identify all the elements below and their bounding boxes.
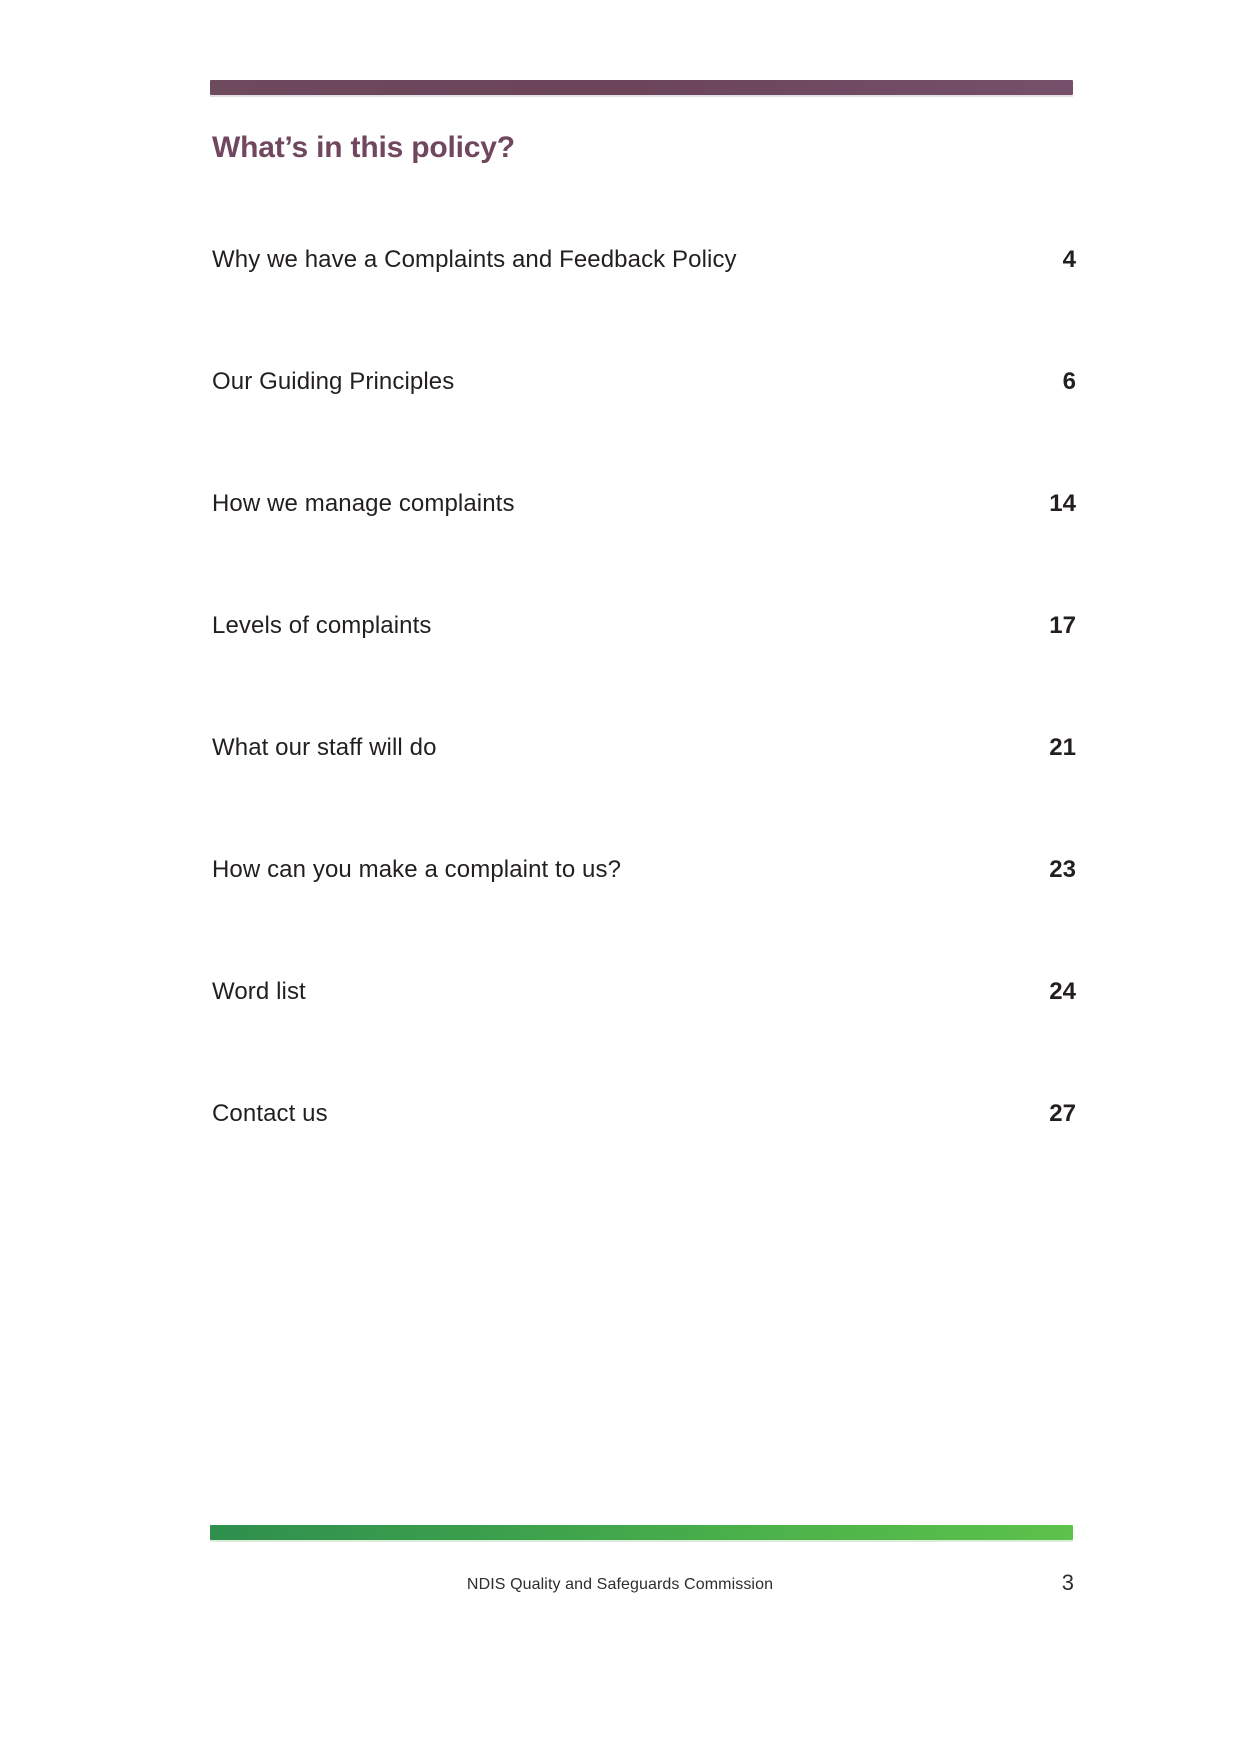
- toc-entry-page-number: 17: [1049, 612, 1076, 639]
- toc-entry-page-number: 24: [1049, 978, 1076, 1005]
- toc-entry-label: Levels of complaints: [212, 612, 432, 639]
- top-accent-rule: [210, 80, 1073, 95]
- table-of-contents: [212, 246, 1076, 1222]
- toc-entry[interactable]: [212, 490, 1076, 612]
- toc-entry[interactable]: [212, 734, 1076, 856]
- page-title: What’s in this policy?: [212, 131, 515, 164]
- footer-page-number: 3: [1061, 1570, 1074, 1595]
- toc-entry-page-number: 21: [1049, 734, 1076, 761]
- footer-organisation-name: NDIS Quality and Safeguards Commission: [466, 1576, 774, 1593]
- toc-entry-page-number: 4: [1062, 246, 1076, 273]
- toc-entry-label: Why we have a Complaints and Feedback Policy: [212, 246, 737, 273]
- toc-entry[interactable]: [212, 368, 1076, 490]
- toc-entry[interactable]: [212, 856, 1076, 978]
- toc-entry-page-number: 23: [1049, 856, 1076, 883]
- toc-entry[interactable]: [212, 1100, 1076, 1222]
- toc-entry[interactable]: [212, 246, 1076, 368]
- toc-entry-page-number: 6: [1062, 368, 1076, 395]
- toc-entry-page-number: 14: [1049, 490, 1076, 517]
- bottom-accent-rule: [210, 1525, 1073, 1540]
- toc-entry-label: Our Guiding Principles: [212, 368, 455, 395]
- toc-entry-page-number: 27: [1049, 1100, 1076, 1127]
- toc-entry[interactable]: [212, 978, 1076, 1100]
- toc-entry-label: How can you make a complaint to us?: [212, 856, 622, 883]
- toc-entry-label: How we manage complaints: [212, 490, 515, 517]
- toc-entry[interactable]: [212, 612, 1076, 734]
- toc-entry-label: Word list: [212, 978, 306, 1005]
- toc-entry-label: What our staff will do: [212, 734, 437, 761]
- toc-entry-label: Contact us: [212, 1100, 328, 1127]
